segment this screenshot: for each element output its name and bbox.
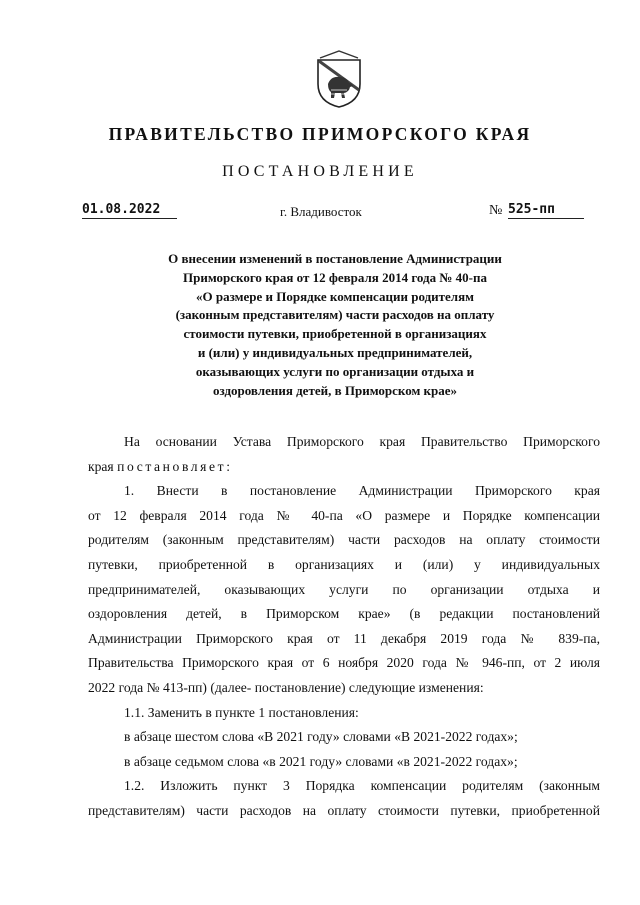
paragraph-1-2-line: представителям) части расходов на оплату стоимости путевки, приобретенной bbox=[88, 802, 600, 818]
document-meta-row bbox=[0, 203, 640, 225]
subject-line: оздоровления детей, в Приморском крае» bbox=[212, 382, 458, 398]
document-subject bbox=[110, 250, 560, 400]
paragraph-1-line: оздоровления детей, в Приморском крае» (в редакции постановлений bbox=[88, 606, 600, 622]
preamble-text: края bbox=[88, 458, 118, 474]
paragraph-1-line: от 12 февраля 2014 года № 40-па «О размере и Порядке компенсации bbox=[88, 507, 600, 523]
paragraph-1-line: 1. Внести в постановление Администрации Приморского края bbox=[124, 483, 600, 499]
paragraph-1-line: предпринимателей, оказывающих услуги по организации отдыха и bbox=[88, 581, 600, 597]
subject-line: Приморского края от 12 февраля 2014 года № 40-па bbox=[182, 269, 487, 285]
paragraph-1-line: Администрации Приморского края от 11 декабря 2019 года № 839-па, bbox=[88, 630, 600, 646]
government-title: ПРАВИТЕЛЬСТВО ПРИМОРСКОГО КРАЯ bbox=[108, 124, 532, 144]
paragraph-1-1: 1.1. Заменить в пункте 1 постановления: bbox=[124, 704, 359, 720]
paragraph-1-line: родителям (законным представителям) части расходов на оплату стоимости bbox=[88, 532, 600, 548]
subject-line: и (или) у индивидуальных предпринимателей, bbox=[197, 344, 473, 360]
paragraph-1-line: Правительства Приморского края от 6 ноября 2020 года № 946-пп, от 2 июля bbox=[88, 655, 600, 671]
subject-line: «О размере и Порядке компенсации родителям bbox=[196, 288, 474, 304]
preamble-line bbox=[88, 455, 600, 480]
resolves-word: постановляет: bbox=[117, 458, 233, 474]
subject-line: оказывающих услуги по организации отдыха и bbox=[195, 363, 475, 379]
paragraph-1-line: 2022 года № 413-пп) (далее- постановление) следующие изменения: bbox=[88, 679, 484, 695]
coat-of-arms-icon bbox=[314, 50, 364, 108]
paragraph-1-line: путевки, приобретенной в организациях и (или) у индивидуальных bbox=[88, 556, 600, 572]
subject-line: О внесении изменений в постановление Администрации bbox=[168, 251, 502, 266]
document-body bbox=[88, 430, 600, 824]
paragraph-1-2-line: 1.2. Изложить пункт 3 Порядка компенсации родителям (законным bbox=[124, 778, 600, 794]
document-number: 525-пп bbox=[508, 203, 584, 219]
paragraph-1-1-b: в абзаце седьмом слова «в 2021 году» словами «в 2021-2022 годах»; bbox=[124, 753, 518, 769]
number-label: № bbox=[489, 203, 503, 218]
subject-line: (законным представителям) части расходов на оплату bbox=[175, 307, 495, 323]
paragraph-1-1-a: в абзаце шестом слова «В 2021 году» словами «В 2021-2022 годах»; bbox=[124, 729, 518, 745]
document-city: г. Владивосток bbox=[280, 204, 362, 219]
preamble-line: На основании Устава Приморского края Правительство Приморского bbox=[124, 434, 600, 449]
subject-line: стоимости путевки, приобретенной в организациях bbox=[183, 326, 487, 342]
document-type: ПОСТАНОВЛЕНИЕ bbox=[222, 163, 418, 180]
document-date: 01.08.2022 bbox=[82, 203, 177, 219]
